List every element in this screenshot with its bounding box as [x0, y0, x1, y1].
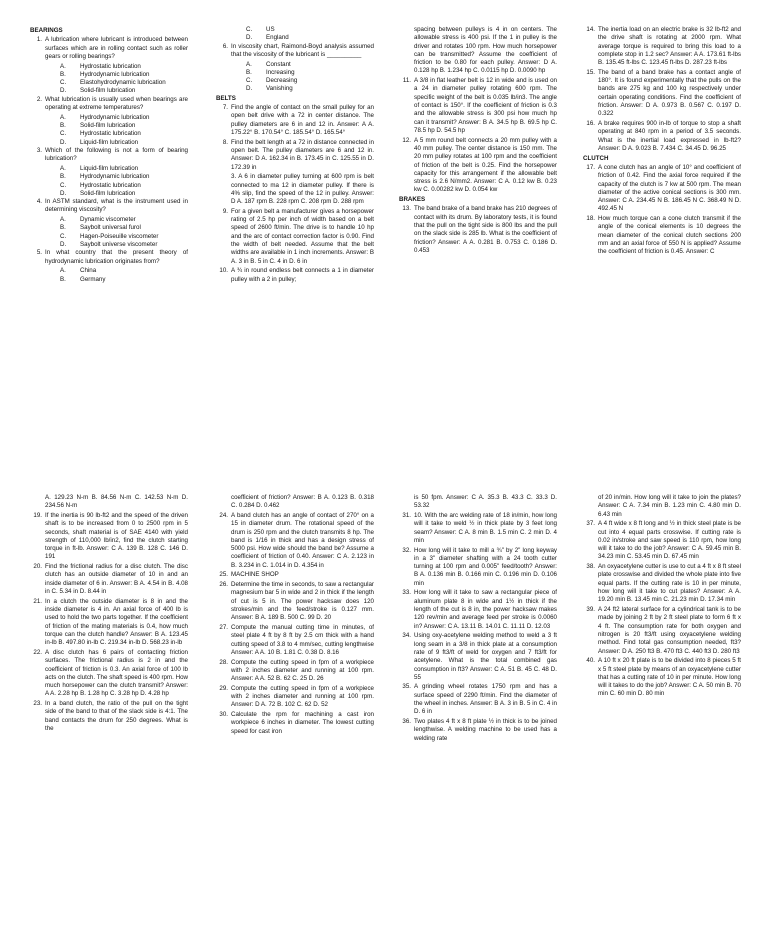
- question: [216, 711, 374, 736]
- option-list: [246, 26, 374, 43]
- option-letter: D.: [246, 34, 253, 42]
- question-number: 7.: [222, 104, 228, 112]
- option: [60, 87, 188, 95]
- question-number: 31.: [402, 511, 411, 519]
- question: [216, 624, 374, 657]
- column-3: [399, 26, 557, 462]
- option: [246, 26, 374, 34]
- option-text: Germany: [80, 275, 106, 283]
- question: [30, 198, 188, 215]
- option-list: [60, 114, 188, 147]
- question: [30, 649, 188, 699]
- question-number: 23.: [33, 700, 42, 708]
- option-text: Vanishing: [266, 85, 293, 93]
- question-number: 37.: [586, 520, 595, 528]
- question: [583, 69, 741, 119]
- question-text: Compute the cutting speed in fpm of a workpiece with 2 inches diameter and running at 100 rpm. Answer: A A. 52 B. 62 C. 25 D. 26: [231, 658, 374, 683]
- question-text: In viscosity chart, Raimond-Boyd analysis assumed that the viscosity of the lubricant is __________: [231, 42, 374, 58]
- question-text: How much torque can a cone clutch transmit if the angle of the conical elements is 10 degrees the mean diameter of the conical clutch sections 200 mm and an axial force of 550 N is applied? Assume the coefficient of friction is 0.45. Answer: C: [598, 215, 741, 256]
- option-text: Hagen-Poiseuille viscometer: [80, 232, 159, 240]
- question: [399, 77, 557, 135]
- question: [399, 632, 557, 682]
- option-text: Hydrostatic lubrication: [80, 181, 141, 189]
- option-list: [60, 165, 188, 198]
- option: [60, 122, 188, 130]
- question-continuation: spacing between pulleys is 4 in on centers. The allowable stress is 400 psi. If the 1 in pulley is the driver and rotates 100 rpm. How much horsepower can be transmitted? Assume the coefficient of friction to be 0.80 for each pulley. Answer: D A. 0.128 hp B. 1.234 hp C. 0.0115 hp D. 0.0090 hp: [414, 26, 557, 75]
- question-text: MACHINE SHOP: [231, 571, 279, 579]
- option: [246, 61, 374, 69]
- question: [583, 26, 741, 67]
- question-text: 10. With the arc welding rate of 18 in/min, how long will it take to weld ½ in thick plate by 3 feet long seam? Answer: C A. 8 min B. 1.5 min C. 2 min D. 4 min: [414, 511, 557, 544]
- question-text: The band of a band brake has a contact angle of 180°. It is found experimentally that the pulls on the bands are 275 kg and 100 kg respectively under certain operating conditions. Find the coefficient of friction. Answer: D A. 0.973 B. 0.567 C. 0.197 D. 0.322: [598, 68, 741, 118]
- question-text: A band clutch has an angle of contact of 270° on a 15 in diameter drum. The rotational speed of the drum is 250 rpm and the clutch transmits 8 hp. The band is 1/16 in thick and has a design stress of 5000 psi. How wide should the band be? Assume a coefficient of friction of 0.40. Answer: C A. 2.123 in B. 3.234 in C. 1.014 in D. 4.354 in: [231, 511, 374, 569]
- option-text: US: [266, 26, 275, 33]
- option-letter: D.: [60, 240, 67, 248]
- question: [583, 606, 741, 656]
- question: [216, 267, 374, 284]
- question-number: 22.: [33, 648, 42, 656]
- question: [399, 547, 557, 588]
- question-number: 35.: [402, 683, 411, 691]
- question-text: Compute the manual cutting time in minutes, of steel plate 4 ft by 8 ft by 2.5 cm thick with a hand cutting speed of 3.8 to 4 mm/sec, cutting lengthwise Answer: A A. 10 B. 1.81 C. 0.38 D. 8.16: [231, 624, 374, 656]
- option-text: England: [266, 34, 289, 42]
- option: [60, 224, 188, 232]
- option-letter: A.: [246, 60, 252, 68]
- question: [583, 657, 741, 698]
- question-number: 28.: [219, 658, 228, 666]
- question-text: Which of the following is not a form of bearing lubrication?: [45, 146, 188, 163]
- option-text: Dynamic viscometer: [80, 216, 136, 224]
- question-number: 39.: [586, 606, 595, 614]
- question-text: A 3/8 in flat leather belt is 12 in wide and is used on a 24 in diameter pulley rotating 600 rpm. The specific weight of the belt is 0.035 lb/in3. The angle of contact is 150°. If the coefficient of friction is 0.3 and the allowable stress is 300 psi how much hp can it transmit? Answer: B A. 34.5 hp B. 69.5 hp C. 78.5 hp D. 54.5 hp: [414, 77, 557, 134]
- question-text: The inertia load on an electric brake is 32 lb-ft2 and the drive shaft is rotating at 2000 rpm. What average torque is required to bring this load to a complete stop in 1.2 sec? Answer: A A. 173.61 ft-lbs B. 135.45 ft-lbs C. 123.45 ft-lbs D. 287.23 ft-lbs: [598, 26, 741, 67]
- question: [583, 120, 741, 153]
- question: [399, 137, 557, 195]
- option-letter: D.: [60, 138, 67, 146]
- question: [399, 512, 557, 545]
- option-text: Hydrodynamic lubrication: [80, 113, 150, 121]
- question: [216, 659, 374, 684]
- question: [30, 512, 188, 562]
- option-list: [60, 216, 188, 249]
- option: [60, 216, 188, 224]
- column-4: [583, 494, 741, 930]
- question: [399, 205, 557, 255]
- option: [60, 241, 188, 249]
- question-number: 26.: [219, 581, 228, 589]
- option-letter: C.: [246, 77, 253, 85]
- question-number: [216, 173, 231, 206]
- column-3: [399, 494, 557, 930]
- question: [30, 249, 188, 266]
- question-text: Find the frictional radius for a disc clutch. The disc clutch has an outside diameter of 10 in and an inside diameter of 6 in. Answer: B A. 4.54 in B. 4.08 in C. 5.34 in D. 8.44 in: [45, 563, 188, 596]
- section-heading: BEARINGS: [30, 27, 63, 34]
- option-letter: B.: [60, 70, 66, 78]
- option: [60, 233, 188, 241]
- question: [399, 718, 557, 743]
- question-text: For a given belt a manufacturer gives a horsepower rating of 2.5 hp per inch of width based on a belt speed of 2600 ft/min. The drive is to handle 10 hp and the arc of contact correction factor is 0.90. Find the width of belt needed. Assume that the belt widths are available in 1 inch increments. Answer: B A. 3 in B. 5 in C. 4 in D. 6 in: [231, 207, 374, 265]
- question-text: In a band clutch, the ratio of the pull on the tight side of the band to that of the slack side is 4:1. The band contacts the drum for 250 degrees. What is the: [45, 700, 188, 732]
- option: [60, 79, 188, 87]
- question-text: The band brake of a band brake has 210 degrees of contact with its drum. By laboratory tests, it is found that the pull on the tight side is 800 lbs and the pull on the slack side is 285 lb. What is the coefficient of friction? Answer: A A. 0.281 B. 0.753 C. 0.186 D. 0.453: [414, 205, 557, 254]
- question-text: What lubrication is usually used when bearings are operating at extreme temperatures?: [45, 95, 188, 112]
- question-number: 40.: [586, 657, 595, 665]
- question-number: 16.: [586, 120, 595, 128]
- question-number: 10.: [219, 267, 228, 275]
- question-text: If the inertia is 90 lb-ft2 and the speed of the driven shaft is to be increased from 0 to 2500 rpm in 5 seconds, shaft material is of SAE 4140 with yield strength of 110,000 lb/in2, find the clutch starting torque in ft-lb. Answer: C A. 139 B. 128 C. 146 D. 191: [45, 511, 188, 561]
- question-number: 15.: [586, 68, 595, 76]
- question-number: 19.: [33, 511, 42, 519]
- option-text: Liquid-film lubrication: [80, 138, 139, 146]
- column-4: [583, 26, 741, 462]
- question-number: 32.: [402, 546, 411, 554]
- question-number: 1.: [36, 36, 42, 44]
- question-number: 17.: [586, 163, 595, 171]
- question-text: An oxyacetylene cutter is use to cut a 4 ft x 8 ft steel plate crosswise and divided the whole plate into five equal parts. If the cutting rate is 10 in per minute, how long will it take to cut plates? Answer: A A. 19.20 min B. 13.45 min C. 21.23 min D. 17.34 min: [598, 563, 741, 604]
- question-number: 11.: [402, 77, 411, 85]
- option-letter: A.: [60, 267, 66, 275]
- question: [583, 520, 741, 561]
- option-letter: B.: [60, 224, 66, 232]
- question-number: 4.: [36, 198, 42, 206]
- question: [30, 96, 188, 113]
- question-continuation: is 50 fpm. Answer: C A. 35.3 B. 43.3 C. 33.3 D. 53.32: [414, 494, 557, 510]
- question: [216, 139, 374, 172]
- question-text: A cone clutch has an angle of 10° and coefficient of friction of 0.42. Find the axial force required if the capacity of the clutch is 7 kw at 500 rpm. The mean diameter of the active conical sections is 300 mm. Answer: C A. 234.45 N B. 186.45 N C. 368.49 N D. 492.45 N: [598, 163, 741, 213]
- question-number: 6.: [222, 42, 228, 50]
- option-letter: A.: [60, 216, 66, 224]
- option: [60, 139, 188, 147]
- question-text: A brake requires 900 in-lb of torque to stop a shaft operating at 840 rpm in a period of 3.5 seconds. What is the inertial load expressed in lb-ft2? Answer: D A. 9.023 B. 7.434 C. 34.45 D. 96.25: [598, 120, 741, 152]
- option-text: Increasing: [266, 68, 295, 76]
- option-text: Hydrostatic lubrication: [80, 62, 141, 70]
- option: [60, 165, 188, 173]
- question-number: 8.: [222, 138, 228, 146]
- question: [30, 147, 188, 164]
- option-letter: A.: [60, 113, 66, 121]
- question: [583, 164, 741, 214]
- option-text: Hydrodynamic lubrication: [80, 70, 150, 78]
- question-number: 34.: [402, 632, 411, 640]
- question-text: A ¾ in round endless belt connects a 1 in diameter pulley with a 2 in pulley;: [231, 267, 374, 283]
- option-letter: C.: [60, 130, 67, 138]
- option: [60, 130, 188, 138]
- question-number: 33.: [402, 589, 411, 597]
- question: [583, 215, 741, 256]
- option-text: Decreasing: [266, 77, 298, 85]
- column-2: [216, 26, 374, 462]
- option-letter: B.: [246, 68, 252, 76]
- question: [216, 43, 374, 60]
- option-list: [60, 63, 188, 96]
- option: [246, 85, 374, 93]
- question: [30, 700, 188, 733]
- question-number: 3.: [36, 146, 42, 154]
- question-text: Determine the time in seconds, to saw a rectangular magnesium bar 5 in wide and 2 in thick if the length of cut is 5 in. The power hacksaw does 120 strokes/min and the feed/stroke is 0.127 mm. Answer: B A. 189 B. 500 C. 99 D. 20: [231, 581, 374, 622]
- question-number: 38.: [586, 563, 595, 571]
- question-number: 5.: [36, 249, 42, 257]
- column-2: [216, 494, 374, 930]
- option: [60, 182, 188, 190]
- question: [216, 685, 374, 710]
- option: [246, 77, 374, 85]
- section-heading: CLUTCH: [583, 154, 609, 162]
- option-letter: B.: [60, 173, 66, 181]
- question-number: 12.: [402, 136, 411, 144]
- option-letter: C.: [246, 26, 253, 33]
- question-number: 27.: [219, 624, 228, 632]
- question-number: 24.: [219, 511, 228, 519]
- question-number: 29.: [219, 684, 228, 692]
- question-text: A 5 mm round belt connects a 20 mm pulley with a 40 mm pulley. The center distance is 150 mm. The 20 mm pulley rotates at 100 rpm and the coefficient of friction of the belt is 0.25. Find the horsepower capacity for this arrangement if the allowable belt stress is 2.6 N/mm2. Answer: C A. 0.12 kw B. 0.23 kw C. 0.00282 kw D. 0.054 kw: [414, 136, 557, 194]
- option-text: Saybolt universal furol: [80, 224, 141, 232]
- option-letter: C.: [60, 79, 67, 87]
- question: [216, 173, 374, 206]
- option-letter: B.: [60, 122, 66, 130]
- question-number: 20.: [33, 563, 42, 571]
- option-text: Liquid-film lubrication: [80, 164, 139, 172]
- question-text: A 24 ft2 lateral surface for a cylindrical tank is to be made by joining 2 ft by 2 ft steel plate to form 6 ft x 4 ft. The consumption rate for both oxygen and nitrogen is 20 ft3/ft using oxyacetylene welding method. Find total gas consumption needed, ft3? Answer: D A. 250 ft3 B. 470 ft3 C. 440 ft3 D. 280 ft3: [598, 606, 741, 655]
- question-continuation: coefficient of friction? Answer: B A. 0.123 B. 0.318 C. 0.284 D. 0.462: [231, 494, 374, 510]
- question-text: Two plates 4 ft x 8 ft plate ½ in thick is to be joined lengthwise. A welding machine to be used has a welding rate: [414, 718, 557, 742]
- option-list: [246, 61, 374, 94]
- column-1: [30, 26, 188, 462]
- question-number: 30.: [219, 711, 228, 719]
- question: [30, 598, 188, 648]
- option: [60, 63, 188, 71]
- question: [30, 36, 188, 61]
- option-letter: C.: [60, 232, 67, 240]
- question-text: Using oxy-acetylene welding method to weld a 3 ft long seam in a 3/8 in thick plate at a consumption rate of 9 ft3/ft of weld for oxygen and 7 ft3/ft for acetylene. What is the total combined gas consumption in ft3? Answer: C A. 51 B. 45 C. 48 D. 55: [414, 632, 557, 681]
- option: [60, 114, 188, 122]
- option-letter: D.: [246, 85, 253, 93]
- question: [216, 571, 374, 579]
- question-text: In ASTM standard, what is the instrument used in determining viscosity?: [45, 198, 188, 214]
- option-letter: C.: [60, 181, 67, 189]
- option-letter: A.: [60, 62, 66, 70]
- question-text: How long will it take to saw a rectangular piece of aluminum plate 8 in wide and 1½ in thick if the length of the cut is 8 in, the power hacksaw makes 120 rev/min and average feed per stroke is 0.0060 in? Answer: C A. 13.11 B. 14.01 C. 11.11 D. 12.03: [414, 589, 557, 630]
- section-heading: BRAKES: [399, 196, 426, 204]
- option: [246, 69, 374, 77]
- question-number: 25.: [219, 571, 228, 579]
- question-number: 14.: [586, 26, 595, 33]
- question-text: 3. A 6 in diameter pulley turning at 600 rpm is belt connected to ma 12 in diameter pulley. If there is 4% slip, find the speed of the 12 in pulley. Answer: D A. 187 rpm B. 228 rpm C. 208 rpm D. 288 rpm: [231, 173, 374, 206]
- question-text: A disc clutch has 6 pairs of contacting friction surfaces. The frictional radius is 2 in and the coefficient of friction is 0.3. An axial force of 100 lb acts on the clutch. The shaft speed is 400 rpm. How much horsepower can the clutch transmit? Answer: A A. 2.28 hp B. 1.28 hp C. 3.28 hp D. 4.28 hp: [45, 648, 188, 698]
- question-text: Find the angle of contact on the small pulley for an open belt drive with a 72 in center distance. The pulley diameters are 6 in and 12 in. Answer: A A. 175.22° B. 170.54° C. 185.54° D. 165.54°: [231, 104, 374, 136]
- option-list: [60, 267, 188, 284]
- question: [216, 104, 374, 137]
- option-letter: A.: [60, 164, 66, 172]
- question: [216, 581, 374, 622]
- question: [583, 563, 741, 604]
- option: [60, 190, 188, 198]
- question: [399, 683, 557, 716]
- question-text: Calculate the rpm for machining a cast iron workpiece 6 inches in diameter. The lowest cutting speed for cast iron: [231, 711, 374, 735]
- question-text: A grinding wheel rotates 1750 rpm and has a surface speed of 2290 ft/min. Find the diameter of the wheel in inches. Answer: B A. 3 in B. 5 in C. 4 in D. 6 in: [414, 683, 557, 716]
- question-number: 18.: [586, 215, 595, 223]
- option: [60, 276, 188, 284]
- column-1: [30, 494, 188, 930]
- option: [246, 34, 374, 42]
- option-letter: D.: [60, 189, 67, 197]
- option-text: Solid-film lubrication: [80, 87, 136, 95]
- option-text: Elastohydrodynamic lubrication: [80, 79, 166, 87]
- question-number: 21.: [33, 597, 42, 605]
- question-text: In what country that the present theory of hydrodynamic lubrication originates from?: [45, 249, 188, 265]
- option: [60, 71, 188, 79]
- option: [60, 267, 188, 275]
- option-text: Solid-film lubrication: [80, 122, 136, 130]
- question: [30, 563, 188, 596]
- option-text: China: [80, 267, 97, 275]
- option-text: Hydrodynamic lubrication: [80, 173, 150, 181]
- option-letter: B.: [60, 275, 66, 283]
- question: [216, 512, 374, 570]
- question-text: Find the belt length at a 72 in distance connected in open belt. The pulley diameters are 6 and 12 in. Answer: D A. 162.34 in B. 173.45 in C. 125.55 in D. 172.39 in: [231, 138, 374, 171]
- option-letter: D.: [60, 87, 67, 95]
- section-heading: BELTS: [216, 94, 236, 102]
- question: [399, 589, 557, 630]
- question-number: 13.: [402, 205, 411, 213]
- option-text: Saybolt universe viscometer: [80, 240, 158, 248]
- question-number: 2.: [36, 95, 42, 103]
- page-bottom: [0, 466, 768, 932]
- question-text: A 4 ft wide x 8 ft long and ½ in thick steel plate is be cut into 4 equal parts crosswise. If cutting rate is 0.02 in/stroke and saw speed is 110 rpm, how long will it take to do the job? Answer: C A. 59.45 min B. 34.23 min C. 53.45 min D. 67.45 min: [598, 520, 741, 561]
- question-text: A lubrication where lubricant is introduced between surfaces which are in rolling contact such as roller gears or rolling bearings?: [45, 36, 188, 60]
- option-text: Solid-film lubrication: [80, 189, 136, 197]
- option-text: Hydrostatic lubrication: [80, 130, 141, 138]
- question-text: How long will it take to mill a ¾" by 2" long keyway in a 3" diameter shafting with a 24 tooth cutter turning at 100 rpm and 0.005" feed/tooth? Answer: B A. 0.136 min B. 0.166 min C. 0.196 min D. 0.106 min: [414, 546, 557, 587]
- question-text: Compute the cutting speed in fpm of a workpiece with 2 inches diameter and running at 100 rpm. Answer: D A. 72 B. 102 C. 62 D. 52: [231, 684, 374, 709]
- question-number: 9.: [222, 207, 228, 215]
- question-continuation: of 20 in/min. How long will it take to join the plates? Answer: C A. 7.34 min B. 1.23 min C. 4.80 min D. 6.43 min: [598, 494, 741, 518]
- question-text: A 10 ft x 20 ft plate is to be divided into 8 pieces 5 ft x 5 ft steel plate by means of an oxyacetylene cutter that has a cutting rate of 10 in per minute. How long will it takes to do the job? Answer: C A. 50 min B. 70 min C. 60 min D. 80 min: [598, 657, 741, 698]
- question-text: In a clutch the outside diameter is 8 in and the inside diameter is 4 in. An axial force of 400 lb is used to hold the two parts together. If the coefficient of friction of the mating materials is 0.4, how much torque can the clutch handle? Answer: B A. 123.45 in-lb B. 497.80 in-lb C. 219.34 in-lb D. 568.23 in-lb: [45, 597, 188, 647]
- question: [216, 208, 374, 266]
- question-continuation: A. 129.23 N-m B. 84.56 N-m C. 142.53 N-m D. 234.56 N-m: [45, 494, 188, 510]
- option-text: Constant: [266, 60, 291, 68]
- option: [60, 173, 188, 181]
- question-number: 36.: [402, 718, 411, 726]
